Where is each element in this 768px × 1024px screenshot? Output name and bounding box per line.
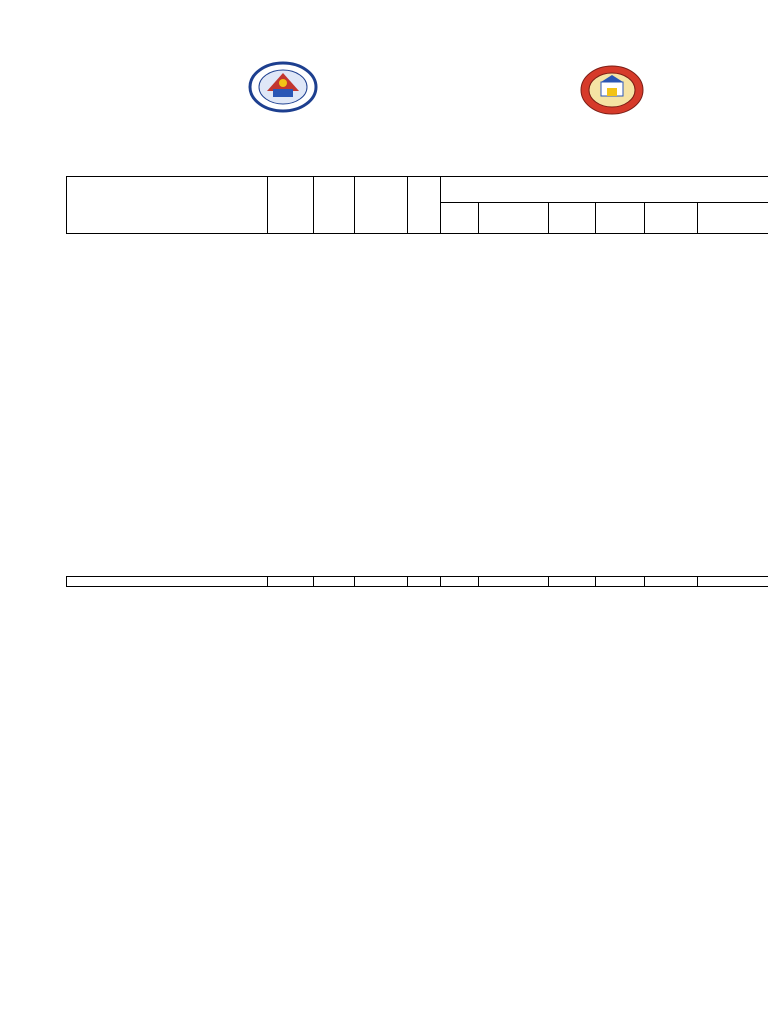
- header-competencies: [67, 177, 268, 234]
- header-creating: [698, 203, 768, 234]
- header-evaluating: [645, 203, 698, 234]
- header-remembering: [441, 203, 479, 234]
- total-days: [314, 577, 355, 587]
- total-creating: [698, 577, 768, 587]
- header-item-spec: [441, 177, 768, 203]
- specification-table-top: [66, 176, 768, 234]
- total-code: [268, 577, 314, 587]
- header-understanding: [479, 203, 549, 234]
- total-remembering: [441, 577, 479, 587]
- header-code: [268, 177, 314, 234]
- header-percentage: [355, 177, 408, 234]
- specification-table-bottom: [66, 576, 768, 587]
- total-applying: [549, 577, 596, 587]
- total-pct: [355, 577, 408, 587]
- header-days: [314, 177, 355, 234]
- table-total-row: [67, 577, 768, 587]
- header-analyzing: [596, 203, 645, 234]
- header-applying: [549, 203, 596, 234]
- table-header-row: [67, 177, 768, 203]
- total-label: [67, 577, 268, 587]
- division-seal-icon: [579, 64, 645, 116]
- header-items: [408, 177, 441, 234]
- total-evaluating: [645, 577, 698, 587]
- total-items: [408, 577, 441, 587]
- total-analyzing: [596, 577, 645, 587]
- total-understanding: [479, 577, 549, 587]
- deped-seal-icon: [247, 61, 319, 113]
